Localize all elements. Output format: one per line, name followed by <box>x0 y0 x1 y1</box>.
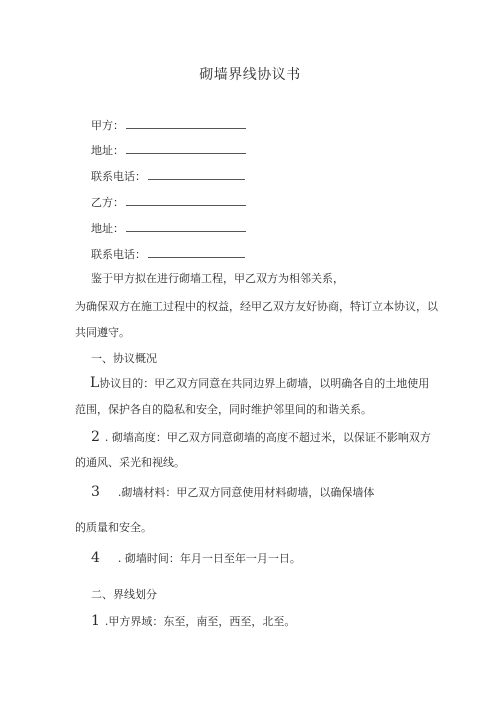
field-blank-party-b <box>126 193 246 206</box>
section-heading-overview: 一、协议概况 <box>91 352 157 365</box>
field-phone-b <box>91 245 245 261</box>
section-heading-boundary: 二、界线划分 <box>91 588 157 601</box>
field-party-b <box>91 193 246 209</box>
field-label-phone-b: 联系电话： <box>91 248 146 261</box>
item-2-number: 2 <box>91 429 100 445</box>
item-4-text: . 砌墙时间：年月一日至年一月一日。 <box>117 552 301 565</box>
item-5-number: 1 <box>91 613 100 629</box>
item-5-line-1 <box>91 613 295 630</box>
item-1-mark: L <box>90 375 100 391</box>
item-4-number: 4 <box>91 550 100 566</box>
item-3-text: .砌墙材料：甲乙双方同意使用材料砌墙，以确保墙体 <box>117 486 375 499</box>
field-blank-address-a <box>126 141 246 154</box>
field-party-a <box>91 116 246 132</box>
item-3-line-2: 的质量和安全。 <box>75 521 152 534</box>
intro-line-1: 鉴于甲方拟在进行砌墙工程，甲乙双方为相邻关系， <box>91 272 344 285</box>
field-label-address-b: 地址： <box>91 222 124 235</box>
field-blank-phone-a <box>148 167 245 180</box>
field-address-b <box>91 219 246 235</box>
field-phone-a <box>91 167 245 183</box>
field-blank-phone-b <box>148 245 245 258</box>
field-label-phone-a: 联系电话： <box>91 170 146 183</box>
item-1-line-1 <box>90 375 429 392</box>
item-5-text: .甲方界域：东至，南至，西至，北至。 <box>104 615 296 628</box>
field-address-a <box>91 141 246 157</box>
field-label-party-b: 乙方： <box>91 196 124 209</box>
item-4-line-1 <box>91 550 301 567</box>
item-2-line-1 <box>91 429 431 446</box>
field-blank-address-b <box>126 219 246 232</box>
item-2-line-2: 的通风、采光和视线。 <box>75 456 185 469</box>
field-label-party-a: 甲方： <box>91 119 124 132</box>
document-title: 砌墙界线协议书 <box>199 67 301 83</box>
item-1-line-2: 范围，保护各自的隐私和安全，同时维护邻里间的和谐关系。 <box>75 403 372 416</box>
field-label-address-a: 地址： <box>91 144 124 157</box>
field-blank-party-a <box>126 116 246 129</box>
item-3-line-1 <box>91 484 374 501</box>
intro-line-2: 为确保双方在施工过程中的权益，经甲乙双方友好协商，特订立本协议，以 <box>75 300 438 313</box>
item-3-number: 3 <box>91 484 100 500</box>
intro-line-3: 共同遵守。 <box>75 326 130 339</box>
item-1-text: 协议目的：甲乙双方同意在共同边界上砌墙，以明确各自的土地使用 <box>99 377 430 390</box>
item-2-text: . 砌墙高度：甲乙双方同意砌墙的高度不超过米，以保证不影响双方 <box>104 431 431 444</box>
